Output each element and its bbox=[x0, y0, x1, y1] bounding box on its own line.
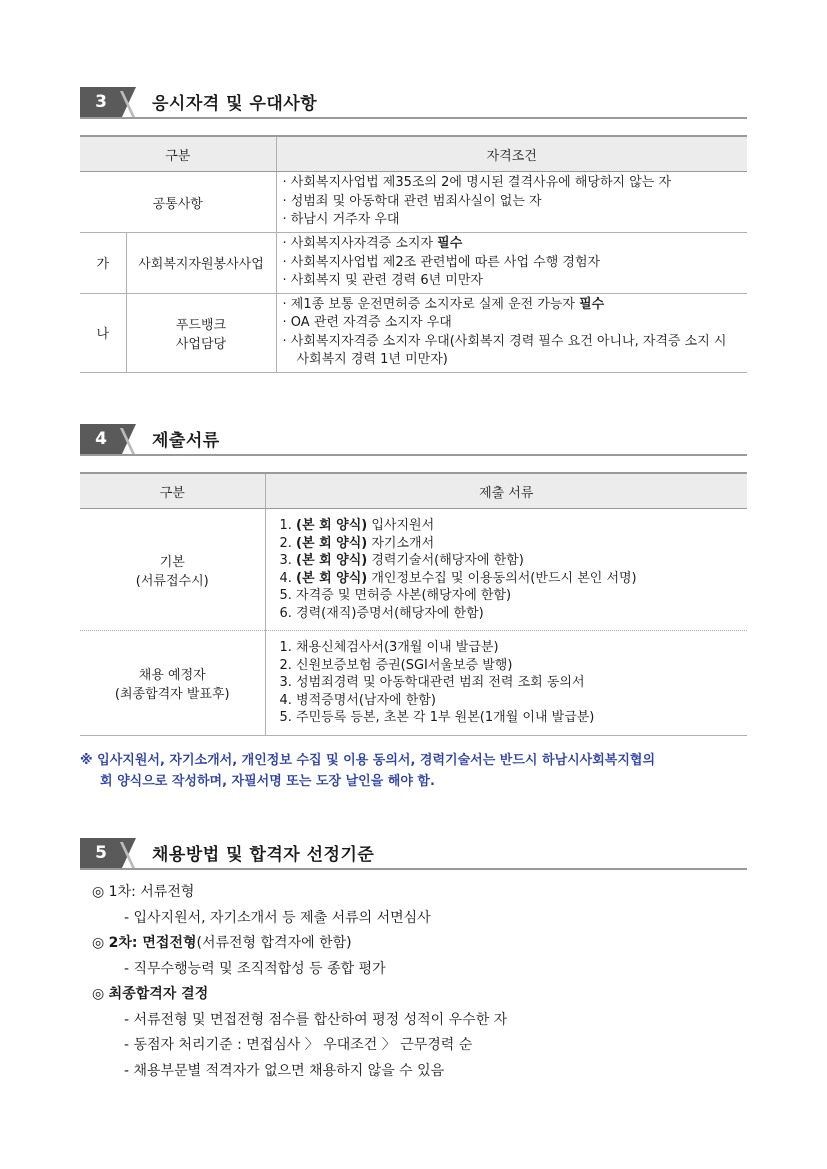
documents-table bbox=[80, 472, 747, 736]
stage1-heading: ◎ 1차: 서류전형 bbox=[92, 884, 195, 900]
ga-label: 사회복지자원봉사사업 bbox=[126, 233, 276, 294]
list-item: · 사회복지사업법 제2조 관련법에 따른 사업 수행 경험자 bbox=[282, 254, 601, 270]
list-item: - 서류전형 및 면접전형 점수를 합산하여 평정 성적이 우수한 자 bbox=[124, 1011, 508, 1028]
common-label: 공통사항 bbox=[80, 172, 276, 233]
row-mark-ga: 가 bbox=[80, 233, 126, 294]
list-item: 1. 채용신체검사서(3개월 이내 발급분) bbox=[279, 640, 499, 655]
list-item: - 동점자 처리기준 : 면접심사 〉 우대조건 〉 근무경력 순 bbox=[124, 1037, 473, 1053]
header-category: 구분 bbox=[80, 473, 265, 509]
list-item: · 사회복지자격증 소지자 우대(사회복지 경력 필수 요건 아니나, 자격증 소지 시 사회복지 경력 1년 미만자) bbox=[282, 333, 727, 367]
list-item: · 하남시 거주자 우대 bbox=[282, 212, 400, 228]
documents-note: ※ 입사지원서, 자기소개서, 개인정보 수집 및 이용 동의서, 경력기술서는 반드시 하남시사회복지협의 회 양식으로 작성하며, 자필서명 또는 도장 날인을 해야 함. bbox=[80, 753, 656, 789]
list-item: · 사회복지 및 관련 경력 6년 미만자 bbox=[282, 273, 483, 288]
qualifications-table bbox=[80, 135, 747, 373]
ga-conditions bbox=[276, 233, 747, 294]
list-item: 3. 성범죄경력 및 아동학대관련 범죄 전력 조회 동의서 bbox=[279, 675, 585, 690]
section-documents bbox=[80, 424, 747, 736]
na-label: 푸드뱅크 사업담당 bbox=[126, 293, 276, 372]
list-item: · 성범죄 및 아동학대 관련 범죄사실이 없는 자 bbox=[282, 193, 542, 209]
section-header bbox=[80, 87, 747, 119]
table-header-row bbox=[80, 473, 747, 509]
list-item: 1. (본 회 양식) 입사지원서 bbox=[279, 518, 435, 533]
basic-docs bbox=[265, 509, 747, 631]
list-item: - 직무수행능력 및 조직적합성 등 종합 평가 bbox=[124, 960, 386, 977]
final-docs bbox=[265, 631, 747, 736]
header-docs: 제출 서류 bbox=[265, 473, 747, 509]
list-item: - 입사지원서, 자기소개서 등 제출 서류의 서면심사 bbox=[124, 909, 431, 926]
list-item: 5. 주민등록 등본, 초본 각 1부 원본(1개월 이내 발급분) bbox=[279, 710, 595, 725]
double-circle-icon: ◎ bbox=[92, 986, 109, 1002]
section-title: 채용방법 및 합격자 선정기준 bbox=[152, 845, 375, 865]
list-item: 4. (본 회 양식) 개인정보수집 및 이용동의서(반드시 본인 서명) bbox=[279, 570, 637, 586]
list-item: · 사회복지사자격증 소지자 필수 bbox=[282, 236, 463, 251]
section-title: 제출서류 bbox=[152, 431, 220, 451]
section-qualifications bbox=[80, 87, 747, 373]
table-row-ga bbox=[80, 233, 747, 294]
list-item: 6. 경력(재직)증명서(해당자에 한함) bbox=[279, 605, 484, 621]
list-item: 2. 신원보증보험 증권(SGI서울보증 발행) bbox=[279, 657, 513, 673]
section-number: 4 bbox=[80, 424, 122, 454]
final-heading: ◎ 최종합격자 결정 bbox=[92, 986, 209, 1002]
section-header bbox=[80, 838, 747, 870]
basic-label: 기본 (서류접수시) bbox=[80, 509, 265, 631]
stage2-heading: ◎ 2차: 면접전형(서류전형 합격자에 한함) bbox=[92, 935, 352, 951]
common-conditions bbox=[276, 172, 747, 233]
list-item: · 사회복지사업법 제35조의 2에 명시된 결격사유에 해당하지 않는 자 bbox=[282, 175, 672, 191]
list-item: 4. 병적증명서(남자에 한함) bbox=[279, 692, 436, 708]
table-row-na bbox=[80, 293, 747, 372]
na-conditions bbox=[276, 293, 747, 372]
row-mark-na: 나 bbox=[80, 293, 126, 372]
double-circle-icon: ◎ bbox=[92, 884, 109, 900]
section-title: 응시자격 및 우대사항 bbox=[152, 94, 318, 114]
list-item: · 제1종 보통 운전면허증 소지자로 실제 운전 가능자 필수 bbox=[282, 296, 605, 312]
double-circle-icon: ◎ bbox=[92, 935, 109, 951]
final-label: 채용 예정자 (최종합격자 발표후) bbox=[80, 631, 265, 736]
list-item: 2. (본 회 양식) 자기소개서 bbox=[279, 535, 435, 551]
section-header bbox=[80, 424, 747, 456]
section-number: 3 bbox=[80, 87, 122, 117]
header-condition: 자격조건 bbox=[276, 136, 747, 172]
table-row-basic bbox=[80, 509, 747, 631]
list-item: 3. (본 회 양식) 경력기술서(해당자에 한함) bbox=[279, 553, 524, 568]
header-category: 구분 bbox=[80, 136, 276, 172]
section-number: 5 bbox=[80, 838, 122, 868]
table-header-row bbox=[80, 136, 747, 172]
selection-list bbox=[80, 880, 507, 1084]
table-row-common bbox=[80, 172, 747, 233]
table-row-final bbox=[80, 631, 747, 736]
section-selection bbox=[80, 838, 747, 870]
list-item: - 채용부문별 적격자가 없으면 채용하지 않을 수 있음 bbox=[124, 1062, 445, 1079]
list-item: · OA 관련 자격증 소지자 우대 bbox=[282, 315, 452, 330]
list-item: 5. 자격증 및 면허증 사본(해당자에 한함) bbox=[279, 588, 512, 603]
